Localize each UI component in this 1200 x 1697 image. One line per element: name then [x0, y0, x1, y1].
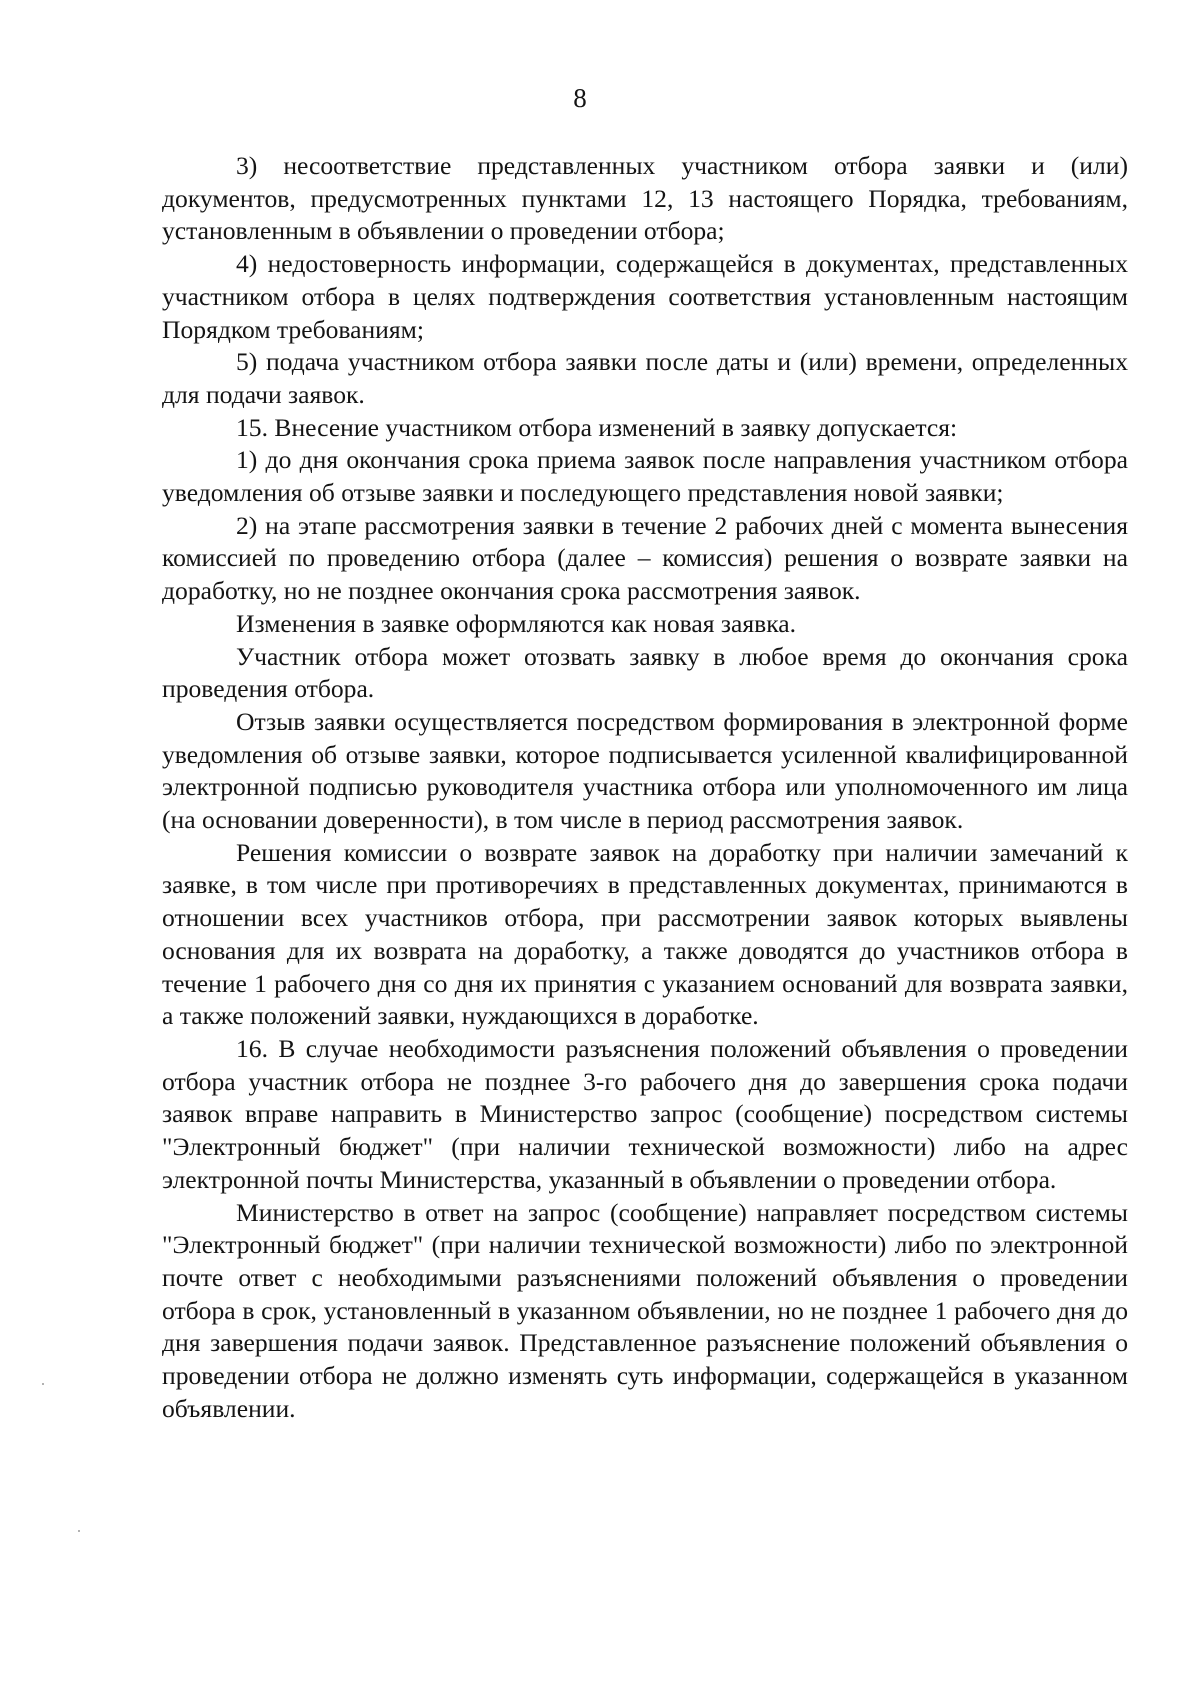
- paragraph-ministry-response: Министерство в ответ на запрос (сообщение) направляет посредством системы "Электронный бюджет" (при наличии технической возможности) либо по электронной почте ответ с необходимыми разъяснениями положений объявления о проведении отбора в срок, установленный в указанном объявлении, но не позднее 1 рабочего дня до дня завершения подачи заявок. Представленное разъяснение положений объявления о проведении отбора не должно изменять суть информации, содержащейся в указанном объявлении.: [162, 1197, 1128, 1423]
- paragraph-changes-as-new: Изменения в заявке оформляются как новая заявка.: [236, 608, 797, 638]
- paragraph-clause-15-item-1: 1) до дня окончания срока приема заявок после направления участником отбора уведомления об отзыве заявки и последующего представления новой заявки;: [162, 445, 1128, 508]
- paragraph-item-4: 4) недостоверность информации, содержащейся в документах, представленных участником отбора в целях подтверждения соответствия установленным настоящим Порядком требованиям;: [162, 249, 1128, 344]
- document-body: [162, 150, 1128, 1425]
- paragraph-withdraw-procedure: Отзыв заявки осуществляется посредством формирования в электронной форме уведомления об отзыве заявки, которое подписывается усиленной квалифицированной электронной подписью руководителя участника отбора или уполномоченного им лица (на основании доверенности), в том числе в период рассмотрения заявок.: [162, 706, 1128, 835]
- paragraph-clause-15: 15. Внесение участником отбора изменений в заявку допускается:: [236, 412, 958, 442]
- paragraph-item-5: 5) подача участником отбора заявки после даты и (или) времени, определенных для подачи заявок.: [162, 347, 1128, 409]
- paragraph-item-3: 3) несоответствие представленных участником отбора заявки и (или) документов, предусмотренных пунктами 12, 13 настоящего Порядка, требованиям, установленным в объявлении о проведении отбора;: [162, 151, 1128, 246]
- paragraph-commission-decisions: Решения комиссии о возврате заявок на доработку при наличии замечаний к заявке, в том числе при противоречиях в представленных документах, принимаются в отношении всех участников отбора, при рассмотрении заявок которых выявлены основания для их возврата на доработку, а также доводятся до участников отбора в течение 1 рабочего дня со дня их принятия с указанием оснований для возврата заявки, а также положений заявки, нуждающихся в доработке.: [162, 837, 1128, 1031]
- paragraph-withdraw-right: Участник отбора может отозвать заявку в любое время до окончания срока проведения отбора.: [162, 641, 1128, 704]
- paragraph-clause-16: 16. В случае необходимости разъяснения положений объявления о проведении отбора участник отбора не позднее 3-го рабочего дня до завершения срока подачи заявок вправе направить в Министерство запрос (сообщение) посредством системы "Электронный бюджет" (при наличии технической возможности) либо на адрес электронной почты Министерства, указанный в объявлении о проведении отбора.: [162, 1033, 1128, 1194]
- scan-speck: [78, 1530, 80, 1532]
- page-number: 8: [573, 83, 587, 113]
- scan-speck: [42, 1383, 44, 1385]
- paragraph-clause-15-item-2: 2) на этапе рассмотрения заявки в течение 2 рабочих дней с момента вынесения комиссией по проведению отбора (далее – комиссия) решения о возврате заявки на доработку, но не позднее окончания срока рассмотрения заявок.: [162, 510, 1128, 606]
